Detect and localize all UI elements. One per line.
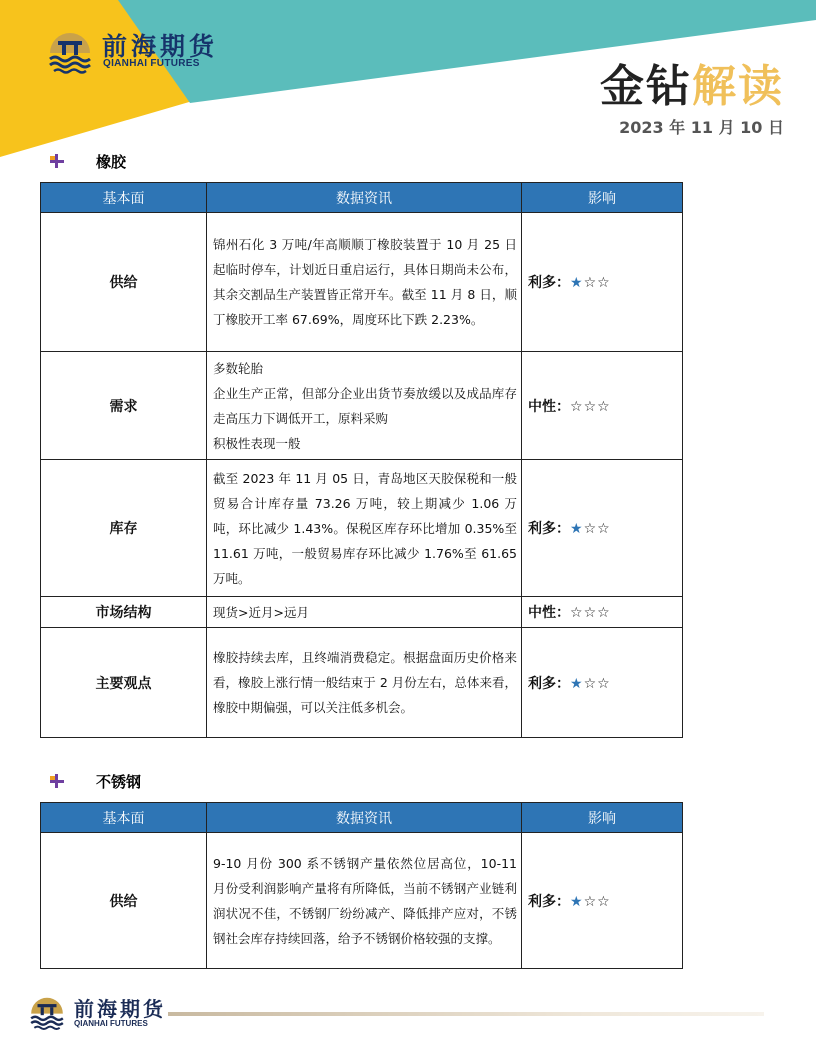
column-header-impact: 影响 <box>522 803 683 833</box>
company-logo <box>46 27 246 75</box>
factor-cell: 市场结构 <box>41 597 207 628</box>
impact-label: 中性： <box>528 398 570 415</box>
impact-stars <box>570 894 611 910</box>
section-bullet-icon <box>50 774 64 788</box>
factor-cell: 需求 <box>41 352 207 460</box>
info-cell: 9-10 月份 300 系不锈钢产量依然位居高位，10-11 月份受利润影响产量将有所降低，当前不锈钢产业链利润状况不佳，不锈钢厂纷纷减产、降低排产应对，不锈钢社会库存持续回落，给予不锈钢价格较强的支撑。 <box>207 833 522 969</box>
impact-stars <box>570 275 611 291</box>
star-empty-icon: ☆ <box>583 398 598 415</box>
star-filled-icon: ★ <box>570 275 584 291</box>
logo-chinese-name: 前海期货 <box>102 32 219 61</box>
footer-logo-english-name: QIANHAI FUTURES <box>74 1019 148 1028</box>
impact-stars <box>570 399 611 415</box>
star-empty-icon: ☆ <box>570 605 584 621</box>
impact-label: 中性： <box>528 605 570 621</box>
impact-stars <box>570 676 611 692</box>
report-date: 2023 年 11 月 10 日 <box>619 118 784 137</box>
info-cell: 锦州石化 3 万吨/年高顺顺丁橡胶装置于 10 月 25 日起临时停车，计划近日重启运行，具体日期尚未公布，其余交割品生产装置皆正常开车。截至 11 月 8 日，顺丁橡胶开工率 67.69%，周度环比下跌 2.23%。 <box>207 213 522 352</box>
info-line: 企业生产正常，但部分企业出货节奏放缓以及成品库存走高压力下调低开工，原料采购 <box>213 385 517 426</box>
star-empty-icon: ☆ <box>597 275 611 291</box>
section-title: 不锈钢 <box>96 772 142 791</box>
star-filled-icon: ★ <box>570 675 584 692</box>
footer-logo <box>28 993 168 1033</box>
table-row <box>41 597 683 628</box>
impact-cell <box>522 352 683 460</box>
table-row <box>41 833 683 969</box>
footer-logo-chinese-name: 前海期货 <box>74 997 166 1021</box>
star-empty-icon: ☆ <box>570 398 584 415</box>
table-row <box>41 460 683 597</box>
star-empty-icon: ☆ <box>583 893 598 910</box>
info-cell: 现货>近月>远月 <box>207 597 522 628</box>
star-filled-icon: ★ <box>570 893 584 910</box>
column-header-impact: 影响 <box>522 183 683 213</box>
logo-emblem-icon <box>46 27 94 75</box>
section-bullet-icon <box>50 154 64 168</box>
section-header-rubber <box>50 151 126 171</box>
info-cell <box>207 352 522 460</box>
star-empty-icon: ☆ <box>597 605 611 621</box>
report-title <box>600 50 784 114</box>
impact-stars <box>570 521 611 537</box>
table-row <box>41 213 683 352</box>
section-header-stainless-steel <box>50 771 141 791</box>
star-empty-icon: ☆ <box>583 521 598 537</box>
factor-cell: 库存 <box>41 460 207 597</box>
star-empty-icon: ☆ <box>597 675 611 692</box>
info-line: 积极性表现一般 <box>213 435 301 451</box>
column-header-factor: 基本面 <box>41 183 207 213</box>
section-title: 橡胶 <box>96 152 127 171</box>
factor-cell: 主要观点 <box>41 628 207 738</box>
impact-cell <box>522 213 683 352</box>
table-row <box>41 628 683 738</box>
report-title-part2: 解读 <box>692 61 784 112</box>
impact-label: 利多： <box>528 275 570 291</box>
impact-cell <box>522 628 683 738</box>
info-line: 多数轮胎 <box>213 360 264 376</box>
star-empty-icon: ☆ <box>597 893 611 910</box>
star-empty-icon: ☆ <box>583 675 598 692</box>
impact-cell <box>522 460 683 597</box>
impact-label: 利多： <box>528 521 570 537</box>
column-header-info: 数据资讯 <box>207 183 522 213</box>
table-row <box>41 352 683 460</box>
report-title-part1: 金钻 <box>600 61 692 112</box>
star-filled-icon: ★ <box>570 521 584 537</box>
impact-label: 利多： <box>528 675 570 692</box>
logo-english-name: QIANHAI FUTURES <box>103 58 200 69</box>
impact-label: 利多： <box>528 893 570 910</box>
impact-stars <box>570 605 611 621</box>
info-cell: 截至 2023 年 11 月 05 日，青岛地区天胶保税和一般贸易合计库存量 73.26 万吨，较上期减少 1.06 万吨，环比减少 1.43%。保税区库存环比增加 0.35%至 11.61 万吨，一般贸易库存环比减少 1.76%至 61.65 万吨。 <box>207 460 522 597</box>
column-header-factor: 基本面 <box>41 803 207 833</box>
column-header-info: 数据资讯 <box>207 803 522 833</box>
star-empty-icon: ☆ <box>583 275 598 291</box>
stainless-steel-table <box>40 802 683 969</box>
table-header-row <box>41 183 683 213</box>
info-cell: 橡胶持续去库，且终端消费稳定。根据盘面历史价格来看，橡胶上涨行情一般结束于 2 月份左右，总体来看，橡胶中期偏强，可以关注低多机会。 <box>207 628 522 738</box>
rubber-table <box>40 182 683 738</box>
table-header-row <box>41 803 683 833</box>
factor-cell: 供给 <box>41 213 207 352</box>
star-empty-icon: ☆ <box>597 398 611 415</box>
impact-cell <box>522 833 683 969</box>
logo-emblem-icon <box>28 993 66 1031</box>
footer-divider <box>168 1012 764 1016</box>
factor-cell: 供给 <box>41 833 207 969</box>
star-empty-icon: ☆ <box>583 605 598 621</box>
impact-cell <box>522 597 683 628</box>
star-empty-icon: ☆ <box>597 521 611 537</box>
